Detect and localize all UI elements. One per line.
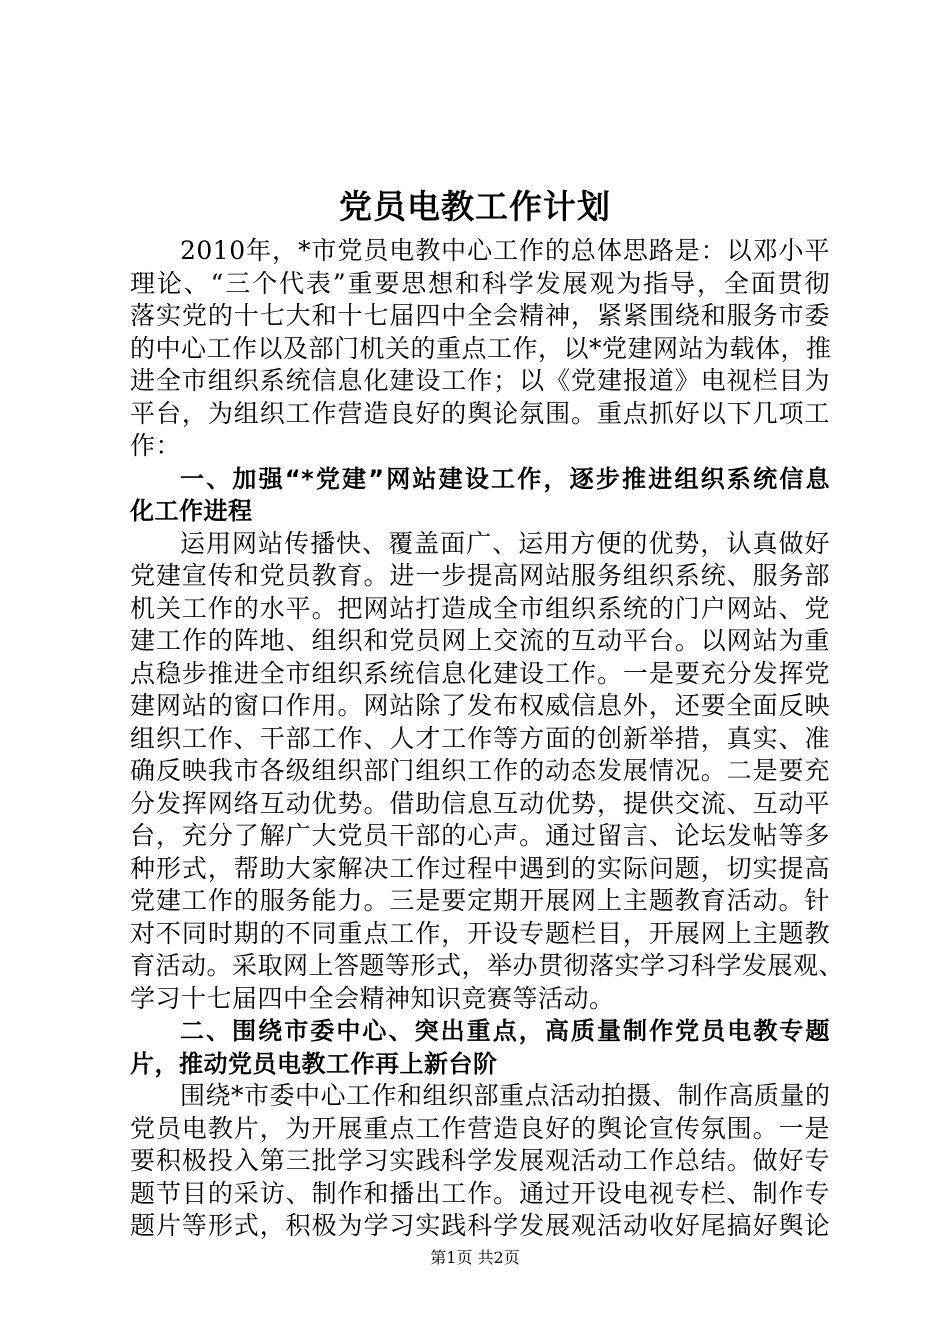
paragraph-line: 机关工作的水平。把网站打造成全市组织系统的门户网站、党	[130, 593, 830, 623]
paragraph-line: 党建工作的服务能力。三是要定期开展网上主题教育活动。针	[130, 886, 830, 915]
paragraph-line: 落实党的十七大和十七届四中全会精神，紧紧围绕和服务市委	[130, 301, 830, 330]
section-heading-line: 片，推动党员电教工作再上新台阶	[130, 1049, 498, 1078]
paragraph-line: 要积极投入第三批学习实践科学发展观活动工作总结。做好专	[130, 1146, 830, 1175]
paragraph-line: 题节目的采访、制作和播出工作。通过开设电视专栏、制作专	[130, 1178, 830, 1208]
paragraph-line: 组织工作、干部工作、人才工作等方面的创新举措，真实、准	[130, 723, 830, 753]
paragraph-line: 党员电教片，为开展重点工作营造良好的舆论宣传氛围。一是	[130, 1113, 830, 1143]
section-heading-line: 化工作进程	[130, 497, 253, 525]
section-heading-line: 二、围绕市委中心、突出重点，高质量制作党员电教专题	[180, 1017, 830, 1045]
paragraph-line: 的中心工作以及部门机关的重点工作，以*党建网站为载体，推	[130, 333, 832, 363]
paragraph-line: 点稳步推进全市组织系统信息化建设工作。一是要充分发挥党	[130, 658, 830, 688]
paragraph-line: 确反映我市各级组织部门组织工作的动态发展情况。二是要充	[130, 756, 830, 785]
paragraph-line: 建网站的窗口作用。网站除了发布权威信息外，还要全面反映	[130, 691, 830, 720]
paragraph-line: 题片等形式，积极为学习实践科学发展观活动收好尾搞好舆论	[130, 1211, 830, 1240]
document-title: 党员电教工作计划	[339, 187, 611, 226]
paragraph-line: 2010年，*市党员电教中心工作的总体思路是：以邓小平	[180, 236, 830, 265]
paragraph-line: 对不同时期的不同重点工作，开设专题栏目，开展网上主题教	[130, 918, 830, 948]
paragraph-line: 理论、“三个代表”重要思想和科学发展观为指导，全面贯彻	[130, 268, 830, 298]
paragraph-line: 平台，为组织工作营造良好的舆论氛围。重点抓好以下几项工	[130, 398, 830, 428]
page-number-footer: 第1页 共2页	[430, 1248, 520, 1267]
paragraph-line: 种形式，帮助大家解决工作过程中遇到的实际问题，切实提高	[130, 853, 830, 883]
paragraph-line: 育活动。采取网上答题等形式，举办贯彻落实学习科学发展观、	[130, 951, 845, 980]
paragraph-line: 建工作的阵地、组织和党员网上交流的互动平台。以网站为重	[130, 626, 830, 655]
document-body	[130, 235, 845, 1243]
paragraph-line: 作：	[130, 431, 182, 460]
section-heading-line: 一、加强“*党建”网站建设工作，逐步推进组织系统信息	[180, 464, 830, 493]
paragraph-line: 围绕*市委中心工作和组织部重点活动拍摄、制作高质量的	[180, 1081, 831, 1110]
paragraph-line: 党建宣传和党员教育。进一步提高网站服务组织系统、服务部	[130, 561, 830, 590]
paragraph-line: 分发挥网络互动优势。借助信息互动优势，提供交流、互动平	[130, 788, 830, 818]
paragraph-line: 台，充分了解广大党员干部的心声。通过留言、论坛发帖等多	[130, 821, 830, 850]
paragraph-line: 运用网站传播快、覆盖面广、运用方便的优势，认真做好	[180, 528, 830, 558]
paragraph-line: 进全市组织系统信息化建设工作；以《党建报道》电视栏目为	[130, 366, 830, 395]
paragraph-line: 学习十七届四中全会精神知识竞赛等活动。	[130, 983, 615, 1013]
